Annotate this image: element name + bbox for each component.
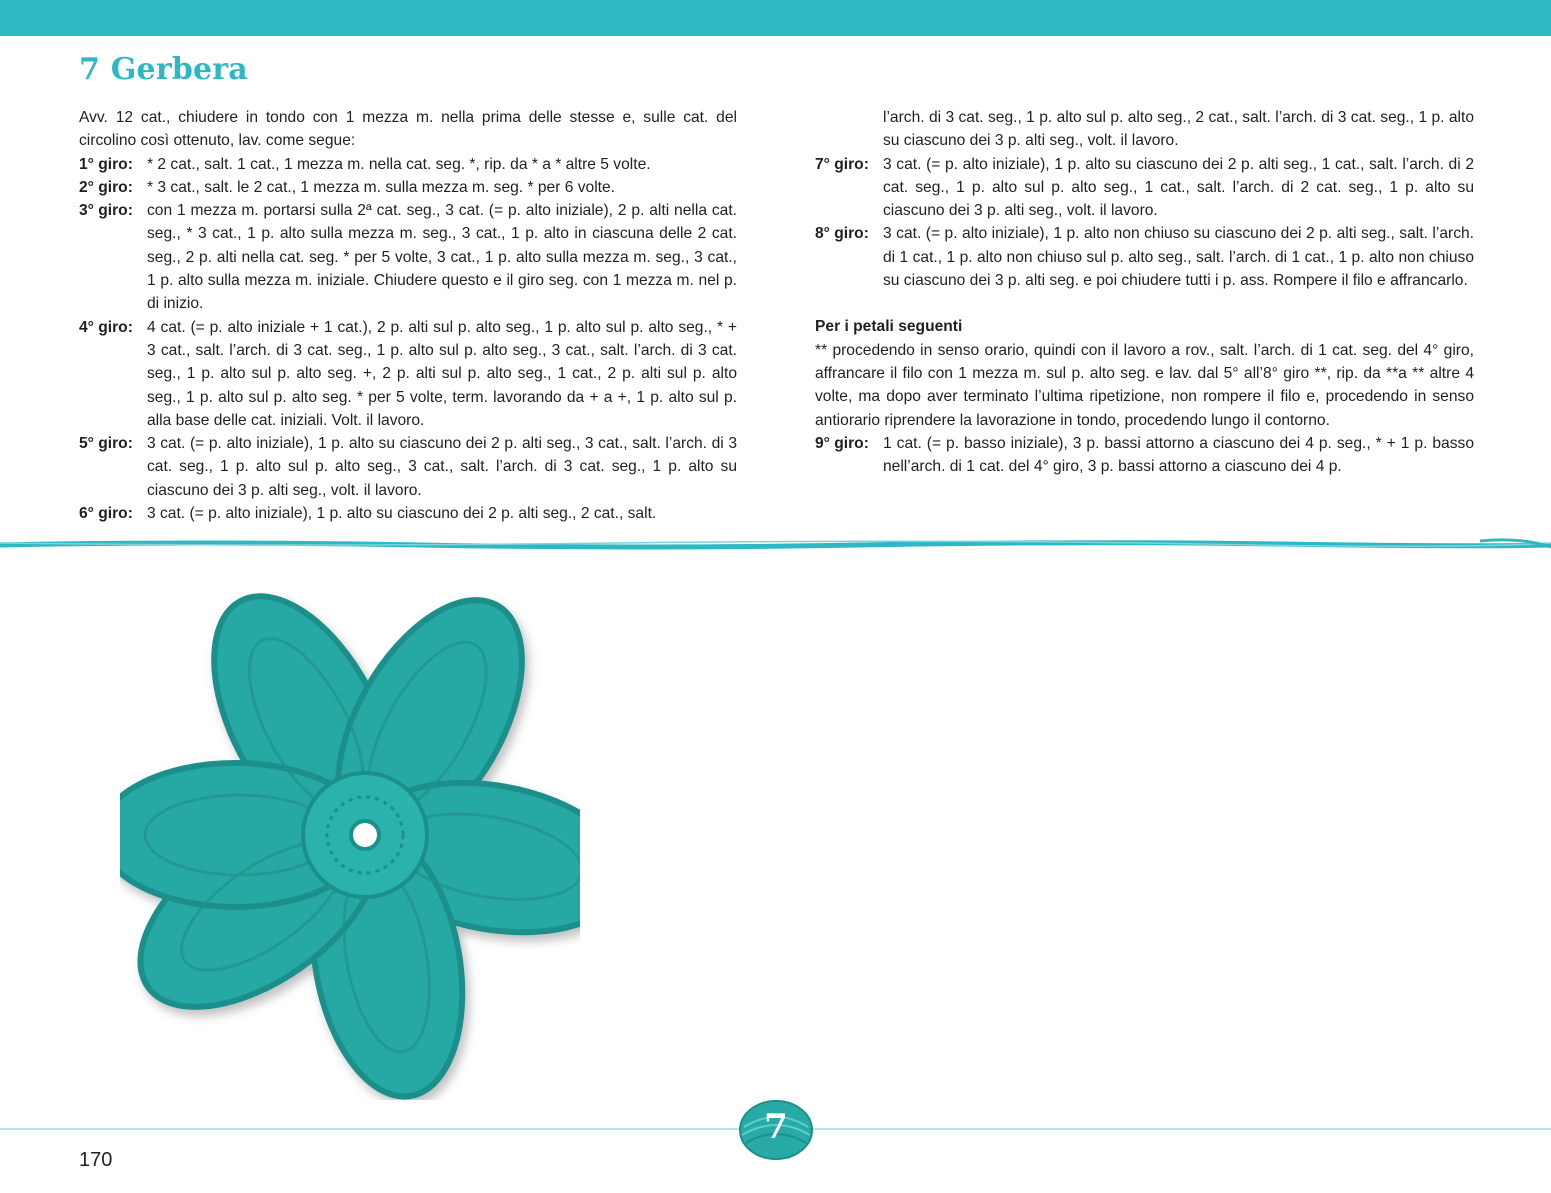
instructions-left-column xyxy=(79,106,737,525)
round-text: 3 cat. (= p. alto iniziale), 1 p. alto non chiuso su ciascuno dei 2 p. alti seg., salt. l’arch. di 1 cat., 1 p. alto non chiuso sul p. alto seg., salt. l’arch. di 1 cat., 1 p. alto non chiuso su ciascuno dei 3 p. alti seg. e poi chiudere tutti i p. ass. Rompere il filo e affrancarlo. xyxy=(883,225,1474,290)
round-6-continuation: l’arch. di 3 cat. seg., 1 p. alto sul p. alto seg., 2 cat., salt. l’arch. di 3 cat. seg., 1 p. alto su ciascuno dei 3 p. alti seg., volt. il lavoro. xyxy=(883,109,1474,150)
round-label: 5° giro: xyxy=(79,435,133,453)
page-title: 7 Gerbera xyxy=(79,52,248,87)
round-3 xyxy=(79,199,737,315)
round-7 xyxy=(815,153,1474,223)
round-text: 3 cat. (= p. alto iniziale), 1 p. alto su ciascuno dei 2 p. alti seg., 2 cat., salt. xyxy=(147,505,657,523)
instructions-right-column xyxy=(815,106,1474,478)
round-1 xyxy=(79,153,737,176)
round-label: 8° giro: xyxy=(815,225,869,243)
section-heading: Per i petali seguenti xyxy=(815,318,963,336)
round-9 xyxy=(815,432,1474,479)
round-label: 6° giro: xyxy=(79,505,133,523)
round-text: 1 cat. (= p. basso iniziale), 3 p. bassi attorno a ciascuno dei 4 p. seg., * + 1 p. basso nell’arch. di 1 cat. del 4° giro, 3 p. bassi attorno a ciascuno dei 4 p. xyxy=(883,434,1474,476)
round-8 xyxy=(815,222,1474,292)
section-paragraph: ** procedendo in senso orario, quindi con il lavoro a rov., salt. l’arch. di 1 cat. seg. del 4° giro, affrancare il filo con 1 mezza m. sul p. alto seg. e lav. dal 5° all’8° giro **, rip. da **a ** altre 4 volte, ma dopo aver terminato l’ultima ripetizione, non rompere il filo e, procedendo in senso antiorario riprendere la lavorazione in tondo, procedendo lungo il contorno. xyxy=(815,341,1474,429)
round-label: 1° giro: xyxy=(79,155,133,173)
round-4 xyxy=(79,316,737,432)
round-text: * 3 cat., salt. le 2 cat., 1 mezza m. sulla mezza m. seg. * per 6 volte. xyxy=(147,178,616,196)
top-color-band xyxy=(0,0,1551,36)
crochet-flower-icon xyxy=(120,580,580,1100)
round-2 xyxy=(79,176,737,199)
yarn-divider xyxy=(0,535,1551,555)
round-text: 3 cat. (= p. alto iniziale), 1 p. alto su ciascuno dei 2 p. alti seg., 1 cat., salt. l’arch. di 2 cat. seg., 1 p. alto sul p. alto seg., 1 cat., salt. l’arch. di 2 cat. seg., 1 p. alto su ciascuno dei 3 p. alti seg., volt. il lavoro. xyxy=(883,155,1474,220)
round-6 xyxy=(79,502,737,525)
round-label: 4° giro: xyxy=(79,318,133,336)
round-5 xyxy=(79,432,737,502)
round-text: * 2 cat., salt. 1 cat., 1 mezza m. nella cat. seg. *, rip. da * a * altre 5 volte. xyxy=(147,155,651,173)
round-text: 4 cat. (= p. alto iniziale + 1 cat.), 2 p. alti sul p. alto seg., 1 p. alto sul p. alto seg., * + 3 cat., salt. l’arch. di 3 cat. seg., 1 p. alto sul p. alto seg., 3 cat., salt. l’arch. di 3 cat. seg., 1 p. alto sul p. alto seg. +, 2 p. alti sul p. alto seg., 1 cat., 2 p. alti sul p. alto seg., 1 p. alto sul p. alto seg. * per 5 volte, term. lavorando da + a +, 1 p. alto sul p. alla base delle cat. iniziali. Volt. il lavoro. xyxy=(147,318,737,429)
chapter-number: 7 xyxy=(764,1107,788,1147)
intro-paragraph: Avv. 12 cat., chiudere in tondo con 1 mezza m. nella prima delle stesse e, sulle cat. del circolino così ottenuto, lav. come segue: xyxy=(79,109,737,150)
page-number: 170 xyxy=(79,1149,113,1171)
chapter-badge xyxy=(738,1097,814,1161)
round-text: 3 cat. (= p. alto iniziale), 1 p. alto su ciascuno dei 2 p. alti seg., 3 cat., salt. l’arch. di 3 cat. seg., 1 p. alto sul p. alto seg., 3 cat., salt. l’arch. di 3 cat. seg., 1 p. alto su ciascuno dei 3 p. alti seg., volt. il lavoro. xyxy=(147,435,737,499)
round-text: con 1 mezza m. portarsi sulla 2ª cat. seg., 3 cat. (= p. alto iniziale), 2 p. alti nella cat. seg., * 3 cat., 1 p. alto sulla mezza m. seg., 3 cat., 1 p. alto in ciascuna delle 2 cat. seg., 2 p. alti nella cat. seg. * per 5 volte, 3 cat., 1 p. alto sulla mezza m. seg., 3 cat., 1 p. alto sulla mezza m. iniziale. Chiudere questo e il giro seg. con 1 mezza m. nel p. di inizio. xyxy=(147,202,737,313)
round-label: 7° giro: xyxy=(815,155,869,173)
round-label: 3° giro: xyxy=(79,202,133,220)
round-label: 2° giro: xyxy=(79,178,133,196)
round-label: 9° giro: xyxy=(815,434,869,452)
